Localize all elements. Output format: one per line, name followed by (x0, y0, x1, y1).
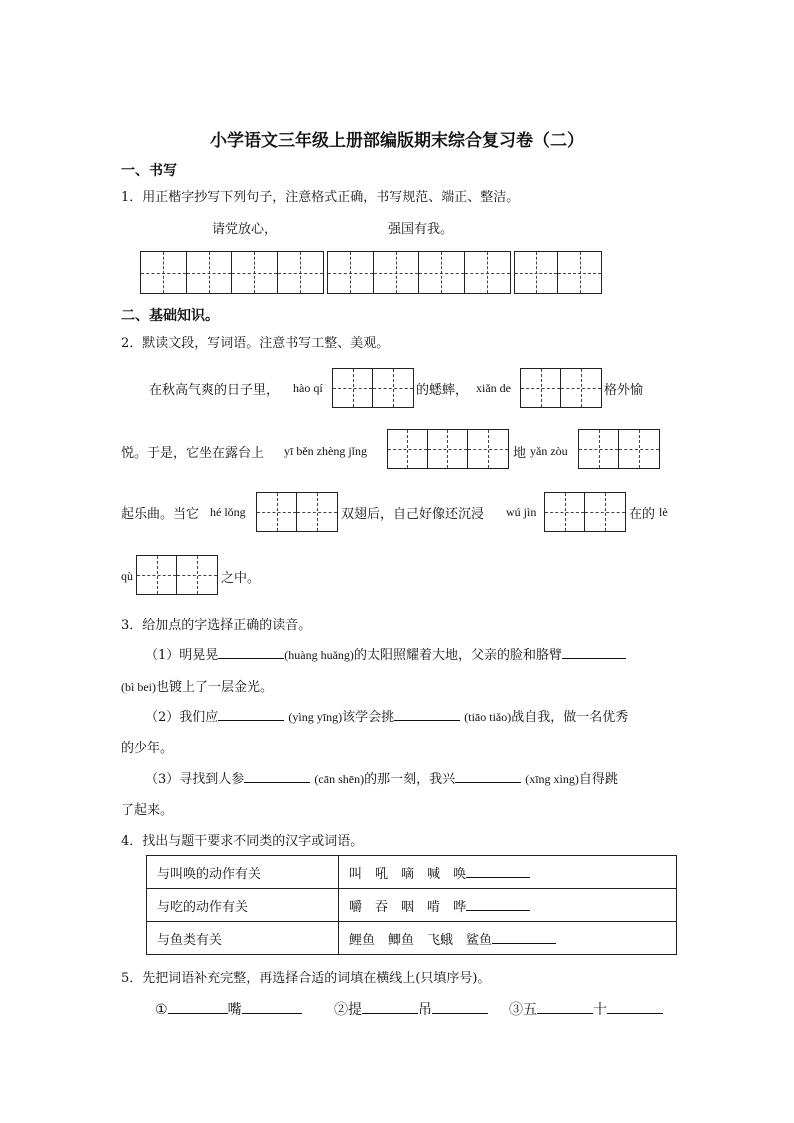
grid-cell[interactable] (579, 430, 619, 468)
grid-cell[interactable] (419, 252, 465, 293)
q2-text: 的蟋蟀， (416, 383, 469, 398)
pinyin-wujin: wú jìn (506, 505, 537, 519)
q2-grid-yanzou[interactable] (578, 429, 660, 469)
q1-writing-grid-3[interactable] (514, 251, 602, 294)
q2-grid-wujin[interactable] (544, 492, 626, 532)
answer-blank[interactable] (432, 999, 488, 1014)
grid-cell[interactable] (515, 252, 558, 293)
q3-sentence-1b: (bì bei)也镀上了一层金光。 (121, 680, 274, 695)
grid-cell[interactable] (585, 493, 625, 531)
table-row (147, 922, 677, 955)
answer-blank[interactable] (242, 999, 302, 1014)
grid-cell[interactable] (561, 369, 601, 407)
grid-cell[interactable] (558, 252, 601, 293)
answer-blank[interactable] (362, 999, 418, 1014)
q3-sentence-3b: 了起来。 (121, 803, 174, 818)
q3-sentence-3: （3）寻找到人参 (cān shēn)的那一刻，我兴 (xīng xìng)自得跳 (145, 768, 618, 787)
row-label: 与鱼类有关 (147, 922, 339, 955)
pinyin-xiande: xiǎn de (476, 381, 511, 395)
answer-blank[interactable] (218, 644, 284, 659)
q2-text: 格外愉 (604, 383, 644, 398)
q2-grid-yibenzhengjing[interactable] (387, 429, 509, 469)
q2-grid-haoqi[interactable] (332, 368, 414, 408)
section1-heading: 一、书写 (121, 163, 177, 179)
q2-grid-helong[interactable] (256, 492, 338, 532)
q2-text: 起乐曲。当它 (121, 507, 200, 522)
table-row (147, 889, 677, 922)
q2-text: 悦。于是，它坐在露台上 (121, 446, 265, 461)
table-row (147, 856, 677, 889)
grid-cell[interactable] (187, 252, 233, 293)
answer-blank[interactable] (466, 863, 530, 878)
answer-blank[interactable] (455, 768, 521, 783)
q3-sentence-2: （2）我们应 (yìng yīng)该学会挑 (tiāo tiǎo)战自我，做一名优秀 (145, 706, 628, 725)
row-options: 叫 吼 嘀 喊 唤 (339, 856, 677, 889)
answer-blank[interactable] (492, 929, 556, 944)
grid-cell[interactable] (141, 252, 187, 293)
q2-text: 在的 (629, 507, 656, 522)
pinyin-haoqi: hào qí (293, 381, 323, 395)
answer-blank[interactable] (466, 896, 530, 911)
grid-cell[interactable] (619, 430, 659, 468)
q2-instruction: 2．默读文段，写词语。注意书写工整、美观。 (121, 336, 390, 351)
q1-writing-grid-2[interactable] (327, 251, 511, 294)
grid-cell[interactable] (278, 252, 324, 293)
q2-grid-xiande[interactable] (520, 368, 602, 408)
answer-blank[interactable] (562, 644, 626, 659)
pinyin-yanzou: yǎn zòu (530, 444, 568, 458)
section2-heading: 二、基础知识。 (121, 308, 219, 324)
answer-blank[interactable] (394, 706, 460, 721)
grid-cell[interactable] (177, 556, 217, 594)
pinyin-qu: qù (121, 569, 133, 583)
grid-cell[interactable] (468, 430, 508, 468)
pinyin-helong: hé lǒng (210, 505, 246, 519)
grid-cell[interactable] (521, 369, 561, 407)
pinyin-yibenzhengjing: yī běn zhèng jǐng (284, 444, 367, 458)
q3-sentence-2b: 的少年。 (121, 741, 174, 756)
q2-text: 地 (513, 446, 527, 461)
grid-cell[interactable] (388, 430, 428, 468)
grid-cell[interactable] (373, 369, 413, 407)
answer-blank[interactable] (537, 999, 593, 1014)
q2-grid-lequ[interactable] (136, 555, 218, 595)
q5-item-3: ③五 十 (509, 999, 663, 1019)
q1-phrase1: 请党放心， (212, 222, 278, 237)
q5-item-1: ① 嘴 (155, 999, 302, 1019)
grid-cell[interactable] (333, 369, 373, 407)
row-options: 嚼 吞 咽 啃 哗 (339, 889, 677, 922)
grid-cell[interactable] (374, 252, 420, 293)
pinyin-le: lè (659, 505, 668, 519)
q2-text: 双翅后，自己好像还沉浸 (341, 507, 485, 522)
q1-writing-grid-1[interactable] (140, 251, 324, 294)
answer-blank[interactable] (218, 706, 284, 721)
q4-instruction: 4．找出与题干要求不同类的汉字或词语。 (121, 834, 364, 849)
grid-cell[interactable] (328, 252, 374, 293)
grid-cell[interactable] (545, 493, 585, 531)
q1-instruction: 1．用正楷字抄写下列句子，注意格式正确，书写规范、端正、整洁。 (121, 190, 520, 205)
grid-cell[interactable] (257, 493, 297, 531)
grid-cell[interactable] (428, 430, 468, 468)
page-title: 小学语文三年级上册部编版期末综合复习卷（二） (210, 131, 584, 151)
answer-blank[interactable] (607, 999, 663, 1014)
answer-blank[interactable] (244, 768, 310, 783)
grid-cell[interactable] (297, 493, 337, 531)
row-label: 与吃的动作有关 (147, 889, 339, 922)
q1-phrase2: 强国有我。 (388, 222, 454, 237)
q3-sentence-1: （1）明晃晃 (huàng huǎng)的太阳照耀着大地，父亲的脸和胳臂 (145, 644, 626, 663)
grid-cell[interactable] (137, 556, 177, 594)
q4-table (146, 855, 677, 955)
q2-text: 之中。 (221, 571, 261, 586)
grid-cell[interactable] (465, 252, 511, 293)
q5-instruction: 5．先把词语补充完整，再选择合适的词填在横线上(只填序号)。 (121, 971, 491, 986)
grid-cell[interactable] (232, 252, 278, 293)
row-options: 鲤鱼 鲫鱼 飞蛾 鲨鱼 (339, 922, 677, 955)
row-label: 与叫唤的动作有关 (147, 856, 339, 889)
q5-item-2: ②提 吊 (334, 999, 488, 1019)
answer-blank[interactable] (168, 999, 228, 1014)
q3-instruction: 3．给加点的字选择正确的读音。 (121, 618, 312, 633)
q2-text: 在秋高气爽的日子里， (149, 383, 280, 398)
